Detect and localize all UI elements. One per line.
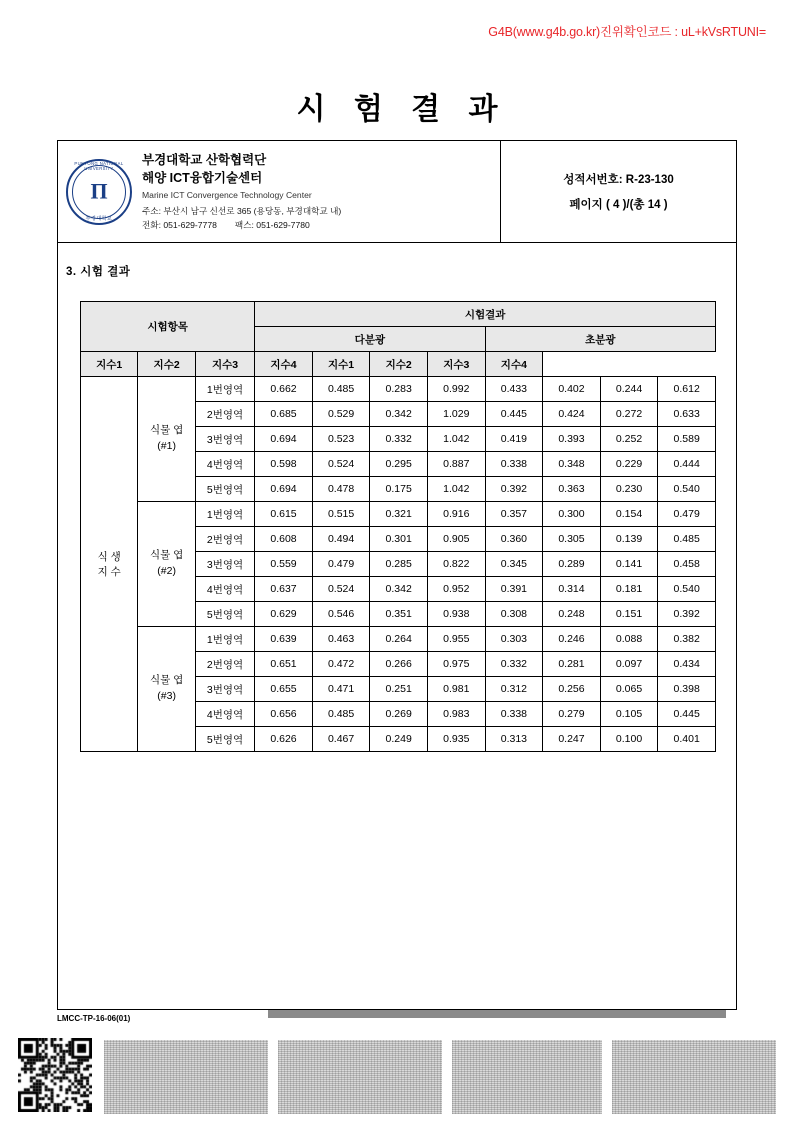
row-group-vegetation-index: 식 생 지 수 (81, 377, 138, 752)
result-value: 0.230 (600, 477, 658, 502)
result-value: 0.398 (658, 677, 716, 702)
result-value: 0.445 (485, 402, 543, 427)
zone-label: 1번영역 (195, 627, 254, 652)
result-value: 0.401 (658, 727, 716, 752)
result-value: 0.402 (543, 377, 601, 402)
result-value: 0.392 (485, 477, 543, 502)
result-value: 0.938 (427, 602, 485, 627)
page-number: 페이지 ( 4 )/(총 14 ) (569, 199, 668, 211)
result-value: 0.524 (312, 452, 370, 477)
result-value: 0.905 (427, 527, 485, 552)
result-value: 0.332 (485, 652, 543, 677)
header-index-3-hyper: 지수3 (427, 352, 485, 377)
result-value: 0.264 (370, 627, 428, 652)
result-value: 0.434 (658, 652, 716, 677)
org-fax: 팩스: 051-629-7780 (234, 220, 310, 231)
result-value: 0.269 (370, 702, 428, 727)
plant-sample-label: 식물 엽 (#1) (138, 377, 195, 502)
verification-code-watermark: G4B(www.g4b.go.kr)진위확인코드 : uL+kVsRTUNI= (488, 25, 766, 39)
result-value: 0.151 (600, 602, 658, 627)
result-value: 0.256 (543, 677, 601, 702)
result-value: 0.249 (370, 727, 428, 752)
table-header-row-3 (81, 352, 716, 377)
result-value: 0.629 (255, 602, 313, 627)
zone-label: 4번영역 (195, 577, 254, 602)
plant-sample-label: 식물 엽 (#2) (138, 502, 195, 627)
result-value: 0.540 (658, 477, 716, 502)
result-value: 0.348 (543, 452, 601, 477)
footer-barcode-strip-4 (612, 1040, 776, 1114)
result-value: 0.305 (543, 527, 601, 552)
result-value: 0.494 (312, 527, 370, 552)
result-value: 0.822 (427, 552, 485, 577)
form-code: LMCC-TP-16-06(01) (57, 1014, 131, 1023)
result-value: 0.463 (312, 627, 370, 652)
header-test-result: 시험결과 (255, 302, 716, 327)
zone-label: 5번영역 (195, 477, 254, 502)
result-value: 1.029 (427, 402, 485, 427)
org-address: 주소: 부산시 남구 신선로 365 (용당동, 부경대학교 내) (142, 205, 342, 216)
results-table (80, 301, 716, 752)
document-frame (57, 140, 737, 1010)
result-value: 0.281 (543, 652, 601, 677)
result-value: 0.312 (485, 677, 543, 702)
result-value: 0.637 (255, 577, 313, 602)
results-table-container (80, 301, 716, 752)
footer-gray-bar (268, 1010, 726, 1018)
result-value: 0.314 (543, 577, 601, 602)
result-value: 0.100 (600, 727, 658, 752)
result-value: 0.626 (255, 727, 313, 752)
result-value: 0.246 (543, 627, 601, 652)
result-value: 0.424 (543, 402, 601, 427)
result-value: 0.524 (312, 577, 370, 602)
result-value: 0.321 (370, 502, 428, 527)
result-value: 0.391 (485, 577, 543, 602)
header-index-1-hyper: 지수1 (312, 352, 370, 377)
logo-mark: П (90, 177, 108, 203)
result-value: 0.952 (427, 577, 485, 602)
result-value: 0.382 (658, 627, 716, 652)
result-value: 0.433 (485, 377, 543, 402)
header-index-4-hyper: 지수4 (485, 352, 543, 377)
result-value: 1.042 (427, 427, 485, 452)
result-value: 0.097 (600, 652, 658, 677)
result-value: 0.955 (427, 627, 485, 652)
result-value: 0.458 (658, 552, 716, 577)
result-value: 0.472 (312, 652, 370, 677)
header-index-2-multi: 지수2 (138, 352, 195, 377)
result-value: 0.303 (485, 627, 543, 652)
result-value: 0.154 (600, 502, 658, 527)
zone-label: 2번영역 (195, 652, 254, 677)
result-value: 0.308 (485, 602, 543, 627)
result-value: 0.393 (543, 427, 601, 452)
report-meta (500, 141, 736, 242)
result-value: 0.342 (370, 402, 428, 427)
result-value: 0.633 (658, 402, 716, 427)
result-value: 0.345 (485, 552, 543, 577)
header-group-hyperspectral: 초분광 (485, 327, 715, 352)
result-value: 0.332 (370, 427, 428, 452)
footer-barcode-strip-1 (104, 1040, 268, 1114)
zone-label: 5번영역 (195, 727, 254, 752)
org-name-english: Marine ICT Convergence Technology Center (142, 190, 312, 201)
result-value: 0.981 (427, 677, 485, 702)
logo-arc-top-text: PUKYONG NATIONAL UNIVERSITY (74, 160, 124, 171)
university-logo-icon (66, 159, 132, 225)
result-value: 0.656 (255, 702, 313, 727)
result-value: 0.175 (370, 477, 428, 502)
result-value: 0.351 (370, 602, 428, 627)
zone-label: 1번영역 (195, 377, 254, 402)
result-value: 0.485 (658, 527, 716, 552)
organization-block (142, 151, 341, 232)
result-value: 0.612 (658, 377, 716, 402)
result-value: 0.589 (658, 427, 716, 452)
header-index-4-multi: 지수4 (255, 352, 313, 377)
result-value: 0.651 (255, 652, 313, 677)
result-value: 0.266 (370, 652, 428, 677)
results-table-body (81, 377, 716, 752)
result-value: 0.181 (600, 577, 658, 602)
result-value: 0.916 (427, 502, 485, 527)
footer-barcode-strip-2 (278, 1040, 442, 1114)
result-value: 0.363 (543, 477, 601, 502)
result-value: 0.540 (658, 577, 716, 602)
result-value: 0.357 (485, 502, 543, 527)
result-value: 0.301 (370, 527, 428, 552)
header-index-2-hyper: 지수2 (370, 352, 428, 377)
result-value: 0.338 (485, 702, 543, 727)
result-value: 0.279 (543, 702, 601, 727)
result-value: 0.360 (485, 527, 543, 552)
result-value: 0.139 (600, 527, 658, 552)
result-value: 0.559 (255, 552, 313, 577)
result-value: 0.392 (658, 602, 716, 627)
result-value: 0.523 (312, 427, 370, 452)
result-value: 0.485 (312, 377, 370, 402)
result-value: 0.295 (370, 452, 428, 477)
org-name-line2: 해양 ICT융합기술센터 (142, 171, 263, 186)
result-value: 0.639 (255, 627, 313, 652)
result-value: 0.975 (427, 652, 485, 677)
result-value: 0.289 (543, 552, 601, 577)
result-value: 0.608 (255, 527, 313, 552)
result-value: 0.065 (600, 677, 658, 702)
org-contact (142, 219, 341, 231)
result-value: 0.251 (370, 677, 428, 702)
org-name-line1: 부경대학교 산학협력단 (142, 153, 267, 168)
result-value: 0.655 (255, 677, 313, 702)
result-value: 1.042 (427, 477, 485, 502)
report-header (58, 141, 736, 243)
result-value: 0.419 (485, 427, 543, 452)
result-value: 0.338 (485, 452, 543, 477)
result-value: 0.485 (312, 702, 370, 727)
result-value: 0.283 (370, 377, 428, 402)
results-table-head (81, 302, 716, 377)
zone-label: 3번영역 (195, 677, 254, 702)
result-value: 0.444 (658, 452, 716, 477)
result-value: 0.992 (427, 377, 485, 402)
plant-sample-label: 식물 엽 (#3) (138, 627, 195, 752)
result-value: 0.479 (658, 502, 716, 527)
result-value: 0.229 (600, 452, 658, 477)
result-value: 0.479 (312, 552, 370, 577)
zone-label: 3번영역 (195, 552, 254, 577)
zone-label: 5번영역 (195, 602, 254, 627)
header-index-1-multi: 지수1 (81, 352, 138, 377)
result-value: 0.615 (255, 502, 313, 527)
header-test-item: 시험항목 (81, 302, 255, 352)
zone-label: 2번영역 (195, 527, 254, 552)
result-value: 0.887 (427, 452, 485, 477)
zone-label: 3번영역 (195, 427, 254, 452)
result-value: 0.088 (600, 627, 658, 652)
result-value: 0.471 (312, 677, 370, 702)
result-value: 0.445 (658, 702, 716, 727)
result-value: 0.935 (427, 727, 485, 752)
result-value: 0.300 (543, 502, 601, 527)
result-value: 0.248 (543, 602, 601, 627)
report-number: 성적서번호: R-23-130 (563, 174, 674, 186)
result-value: 0.662 (255, 377, 313, 402)
logo-arc-bottom-text: 부경대학교 (85, 215, 113, 222)
result-value: 0.694 (255, 477, 313, 502)
zone-label: 4번영역 (195, 452, 254, 477)
result-value: 0.529 (312, 402, 370, 427)
result-value: 0.467 (312, 727, 370, 752)
zone-label: 4번영역 (195, 702, 254, 727)
header-group-multispectral: 다분광 (255, 327, 485, 352)
result-value: 0.515 (312, 502, 370, 527)
result-value: 0.685 (255, 402, 313, 427)
result-value: 0.252 (600, 427, 658, 452)
result-value: 0.342 (370, 577, 428, 602)
section-heading: 3. 시험 결과 (66, 266, 131, 278)
table-header-row-1 (81, 302, 716, 327)
qr-code (18, 1038, 92, 1112)
result-value: 0.141 (600, 552, 658, 577)
result-value: 0.313 (485, 727, 543, 752)
zone-label: 2번영역 (195, 402, 254, 427)
result-value: 0.272 (600, 402, 658, 427)
page-title: 시 험 결 과 (296, 93, 508, 126)
result-value: 0.478 (312, 477, 370, 502)
result-value: 0.983 (427, 702, 485, 727)
result-value: 0.105 (600, 702, 658, 727)
table-row (81, 627, 716, 652)
result-value: 0.598 (255, 452, 313, 477)
zone-label: 1번영역 (195, 502, 254, 527)
issuer-info (58, 141, 500, 242)
result-value: 0.546 (312, 602, 370, 627)
table-row (81, 502, 716, 527)
table-row (81, 377, 716, 402)
footer-barcode-strip-3 (452, 1040, 602, 1114)
header-index-3-multi: 지수3 (195, 352, 254, 377)
result-value: 0.694 (255, 427, 313, 452)
result-value: 0.247 (543, 727, 601, 752)
org-phone: 전화: 051-629-7778 (142, 220, 217, 231)
result-value: 0.285 (370, 552, 428, 577)
result-value: 0.244 (600, 377, 658, 402)
